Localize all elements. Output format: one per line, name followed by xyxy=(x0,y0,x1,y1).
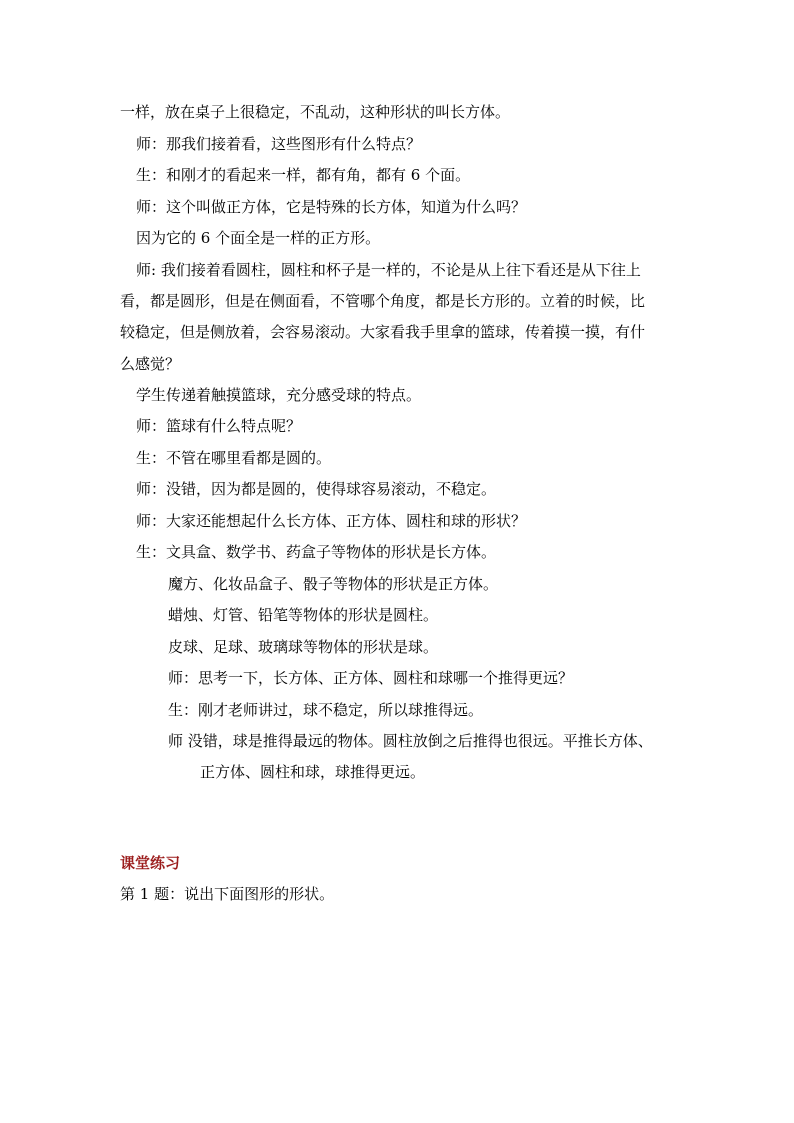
text-line-3: 生：和刚才的看起来一样，都有角，都有 6 个面。 xyxy=(136,166,471,184)
text-line-11: 师：篮球有什么特点呢？ xyxy=(136,417,302,435)
text-line-15: 生：文具盒、数学书、药盒子等物体的形状是长方体。 xyxy=(136,543,497,561)
text-line-4: 师：这个叫做正方体，它是特殊的长方体，知道为什么吗？ xyxy=(136,198,527,216)
text-line-17: 蜡烛、灯管、铅笔等物体的形状是圆柱。 xyxy=(168,606,439,624)
text-line-14: 师：大家还能想起什么长方体、正方体、圆柱和球的形状？ xyxy=(136,512,527,530)
text-line-18: 皮球、足球、玻璃球等物体的形状是球。 xyxy=(168,638,439,656)
text-line-8: 较稳定，但是侧放着，会容易滚动。大家看我手里拿的篮球，传着摸一摸，有什 xyxy=(120,323,646,341)
text-line-12: 生：不管在哪里看都是圆的。 xyxy=(136,449,332,467)
section-title: 课堂练习 xyxy=(120,854,181,872)
exercise-1-text: 第 1 题：说出下面图形的形状。 xyxy=(120,885,335,903)
text-line-16: 魔方、化妆品盒子、骰子等物体的形状是正方体。 xyxy=(168,575,499,593)
text-line-13: 师：没错，因为都是圆的，使得球容易滚动，不稳定。 xyxy=(136,480,497,498)
text-line-7: 看，都是圆形，但是在侧面看，不管哪个角度，都是长方形的。立着的时候，比 xyxy=(120,292,646,310)
text-line-9: 么感觉？ xyxy=(120,355,181,373)
text-line-10: 学生传递着触摸篮球，充分感受球的特点。 xyxy=(136,386,422,404)
text-line-21: 师 没错，球是推得最远的物体。圆柱放倒之后推得也很远。平推长方体、 xyxy=(168,732,653,750)
text-line-2: 师：那我们接着看，这些图形有什么特点？ xyxy=(136,135,422,153)
text-line-1: 一样，放在桌子上很稳定，不乱动，这种形状的叫长方体。 xyxy=(120,103,511,121)
text-line-5: 因为它的 6 个面全是一样的正方形。 xyxy=(136,229,381,247)
text-line-19: 师：思考一下，长方体、正方体、圆柱和球哪一个推得更远？ xyxy=(168,669,574,687)
text-line-6: 师: 我们接着看圆柱，圆柱和杯子是一样的，不论是从上往下看还是从下往上 xyxy=(136,261,641,279)
text-line-22: 正方体、圆柱和球，球推得更远。 xyxy=(200,763,426,781)
text-line-20: 生：刚才老师讲过，球不稳定，所以球推得远。 xyxy=(168,701,484,719)
